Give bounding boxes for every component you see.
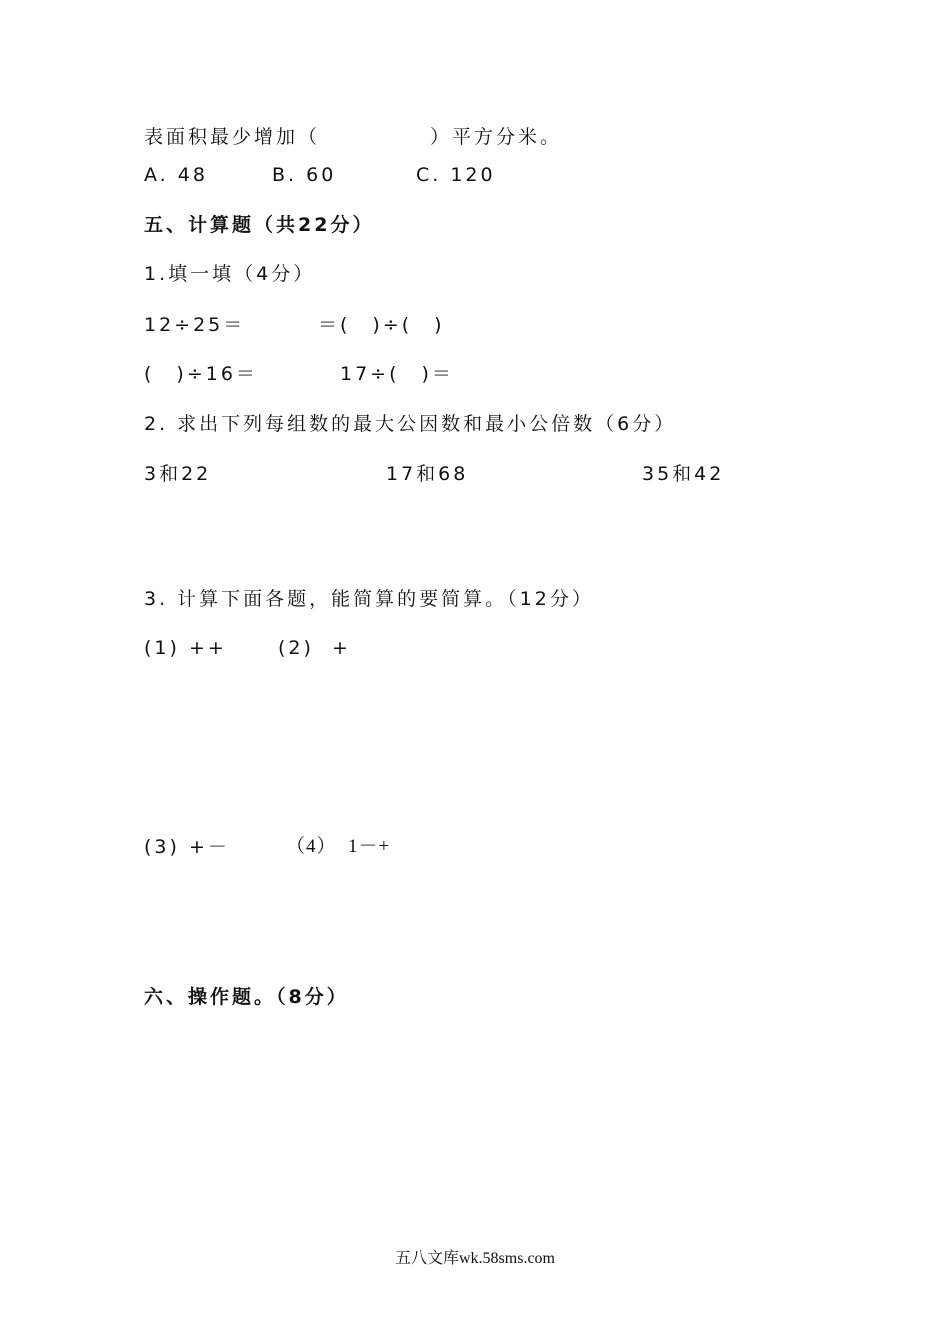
part3-item-2: (2) + <box>278 637 351 659</box>
part1-row1-left: 12÷25＝ <box>144 314 246 336</box>
q4-option-a: A. 48 <box>144 164 208 186</box>
part1-row2-left: ( )÷16＝ <box>144 363 258 385</box>
part3-item-1: (1) ++ <box>144 637 227 659</box>
part3-item-4: （4） 1－+ <box>286 836 391 857</box>
section5-title: 五、计算题（共22分） <box>144 214 375 236</box>
part2-title: 2. 求出下列每组数的最大公因数和最小公倍数（6分） <box>144 413 677 435</box>
q4-option-b: B. 60 <box>272 164 337 186</box>
part3-item-3: (3) +－ <box>144 836 230 858</box>
q4-option-c: C. 120 <box>416 164 496 186</box>
section6-title: 六、操作题。（8分） <box>144 986 349 1008</box>
part1-row1-right: ＝( )÷( ) <box>318 314 445 336</box>
footer-watermark: 五八文库wk.58sms.com <box>394 1250 555 1267</box>
part1-row2-right: 17÷( )＝ <box>340 363 454 385</box>
q4-stem-end: 表面积最少增加（ ）平方分米。 <box>144 126 563 148</box>
part1-title: 1.填一填（4分） <box>144 263 316 285</box>
part2-pair-3: 35和42 <box>642 463 725 485</box>
part3-title: 3. 计算下面各题，能简算的要简算。（12分） <box>144 588 594 610</box>
part2-pair-1: 3和22 <box>144 463 212 485</box>
part2-pair-2: 17和68 <box>386 463 469 485</box>
